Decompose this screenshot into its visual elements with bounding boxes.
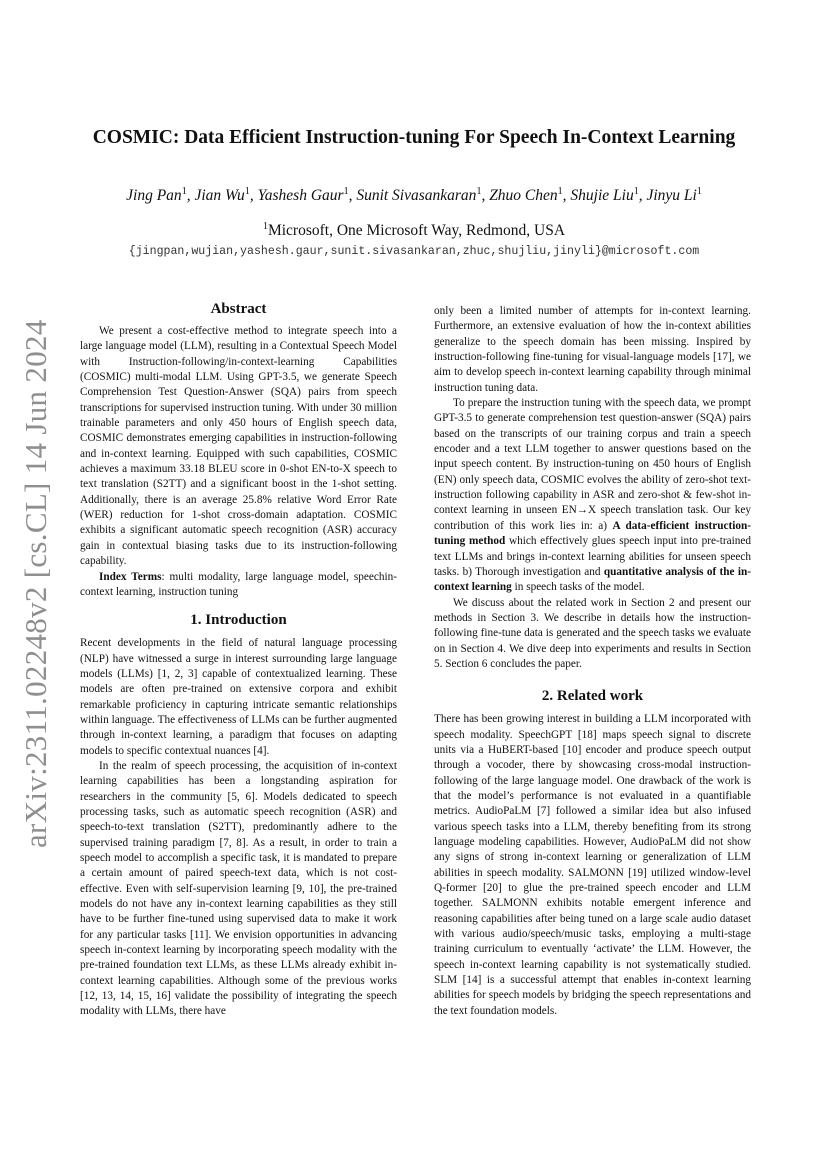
paragraph-contributions [434, 396, 751, 595]
affiliation [0, 222, 828, 240]
author: Sunit Sivasankaran [356, 187, 477, 204]
paper-title: COSMIC: Data Efficient Instruction-tuning For Speech In-Context Learning [92, 127, 736, 148]
affiliation-mark: 1 [181, 186, 187, 197]
affiliation-mark: 1 [696, 186, 702, 197]
affiliation-mark: 1 [343, 186, 349, 197]
right-column [434, 304, 751, 1019]
author: Jian Wu [194, 187, 245, 204]
affiliation-text: Microsoft, One Microsoft Way, Redmond, USA [267, 222, 566, 239]
index-terms [80, 570, 397, 601]
paragraph: Recent developments in the field of natural language processing (NLP) have witnessed a surge in interest surrounding large language models (LLMs) [1, 2, 3] capable of contextualized learning. These models are often pre-trained on extensive corpora and exhibit remarkable proficiency in capturing intricate semantic relationships within language. The effectiveness of LLMs can be further augmented through in-context learning, a paradigm that focuses on adapting models to specific contextual nuances [4]. [80, 637, 397, 757]
author: Yashesh Gaur [257, 187, 344, 204]
arxiv-identifier: arXiv:2311.02248v2 [cs.CL] 14 Jun 2024 [18, 319, 53, 848]
paragraph: In the realm of speech processing, the acquisition of in-context learning capabilities has been a longstanding aspiration for researchers in the community [5, 6]. Models dedicated to speech processing tasks, such as automatic speech recognition (ASR) and speech-to-text translation (S2TT), predominantly adhere to the supervised training paradigm [7, 8]. As a result, in order to train a speech model to accomplish a specific task, it is mandated to prepare a certain amount of paired speech-text data, which is not cost-effective. Even with self-supervision learning [9, 10], the pre-trained models do not have any in-context learning capabilities as they still have to be further fine-tuned using supervised data to make it work for any particular tasks [11]. We envision opportunities in advancing speech in-context learning by incorporating speech modality with the pre-trained foundation text LLMs, as these LLMs already exhibit in-context learning capabilities. Although some of the previous works [12, 13, 14, 15, 16] validate the possibility of integrating the speech modality with LLMs, there have [80, 759, 397, 1018]
affiliation-mark: 1 [262, 221, 268, 232]
affiliation-mark: 1 [633, 186, 639, 197]
abstract-text: We present a cost-effective method to integrate speech into a large language model (LLM), resulting in a Contextual Speech Model with Instruction-following/in-context-learning Capabilities (COSMIC) multi-modal LLM. Using GPT-3.5, we generate Speech Comprehension Test Question-Answer (SQA) pairs from speech transcriptions for supervised instruction tuning. With under 30 million trainable parameters and only 450 hours of English speech data, COSMIC demonstrates emerging capabilities in instruction-following and in-context learning. Equipped with such capabilities, COSMIC achieves a maximum 33.18 BLEU score in 0-shot EN-to-X speech to text translation (S2TT) and a significant boost in the 1-shot setting. Additionally, there is an average 25.8% relative Word Error Rate (WER) reduction for 1-shot cross-domain adaptation. COSMIC exhibits a significant automatic speech recognition (ASR) accuracy gain in contextual biasing tasks due to its instruction-following capability. [80, 325, 397, 568]
author: Shujie Liu [570, 187, 634, 204]
paragraph-text: which effectively glues speech input into pre-trained text LLMs and brings in-context learning abilities for unseen speech tasks. b) Thorough investigation and [434, 535, 751, 578]
paragraph: There has been growing interest in building a LLM incorporated with speech modality. SpeechGPT [18] maps speech signal to discrete units via a HuBERT-based [10] encoder and produce speech output through a vocoder, there by showcasing cross-modal instruction-following of the large language model. One drawback of the work is that the model’s performance is not evaluated in a quantifiable metrics. AudioPaLM [7] followed a similar idea but also infused various speech tasks into a LLM, thereby benefiting from its strong language modeling capabilities. However, AudioPaLM did not show any signs of strong in-context learning or generalization of LLM abilities in speech modality. SALMONN [19] utilized window-level Q-former [20] to glue the pre-trained speech encoder and LLM together. SALMONN exhibits notable emergent inference and reasoning capabilities after being tuned on a large scale audio dataset with various audio/speech/music tasks, employing a multi-stage training curriculum to eventually ‘activate’ the LLM. However, the speech in-context learning capability is not systematically studied. SLM [14] is a successful attempt that enables in-context learning abilities for speech models by bridging the speech representations and the text foundation models. [434, 713, 751, 1017]
author: Zhuo Chen [489, 187, 558, 204]
bold-phrase: A data-efficient instruction-tuning method [434, 519, 752, 548]
left-column [80, 299, 397, 1020]
paragraph-text: To prepare the instruction tuning with the speech data, we prompt GPT-3.5 to generate comprehension test question-answer (SQA) pairs based on the transcripts of our training corpus and train a speech encoder and a text LLM together to answer questions based on the input speech content. By instruction-tuning on 450 hours of English (EN) only speech data, COSMIC evolves the ability of zero-shot text-instruction following capability in ASR and zero-shot & few-shot in-context learning in unseen EN→X speech translation task. Our key contribution of this work lies in: a) [434, 397, 751, 532]
author-list: Jing Pan$^1$, Jian Wu$^1$, Yashesh Gaur$^1$, Sunit Sivasankaran$^1$, Zhuo Chen$^1$, Shujie Liu$^1$, Jinyu Li$^1$ [126, 186, 702, 204]
paragraph: only been a limited number of attempts for in-context learning. Furthermore, an extensive evaluation of how the in-context abilities generalize to the speech domain has been missing. Inspired by instruction-following fine-tuning for visual-language models [17], we aim to develop speech in-context learning capability through minimal instruction tuning data. [434, 305, 751, 394]
index-terms-text: : multi modality, large language model, speechin-context learning, instruction tuning [80, 570, 397, 598]
section-heading-introduction: 1. Introduction [190, 612, 287, 629]
author-emails: {jingpan,wujian,yashesh.gaur,sunit.sivasankaran,zhuc,shujliu,jinyli}@microsoft.com [128, 245, 700, 258]
index-terms-label: Index Terms [99, 570, 162, 583]
bold-phrase: quantitative analysis of the in-context learning [434, 565, 752, 594]
affiliation-mark: 1 [244, 186, 250, 197]
affiliation-mark: 1 [476, 186, 482, 197]
section-heading-related-work: 2. Related work [541, 688, 644, 705]
author: Jinyu Li [646, 187, 697, 204]
paragraph-text: in speech tasks of the model. [514, 581, 645, 594]
abstract-heading: Abstract [210, 301, 267, 317]
paragraph: We discuss about the related work in Section 2 and present our methods in Section 3. We describe in details how the instruction-following fine-tune data is generated and the speech tasks we evaluate on in Section 4. We dive deep into experiments and results in Section 5. Section 6 concludes the paper. [434, 596, 751, 670]
affiliation-mark: 1 [557, 186, 563, 197]
author: Jing Pan [126, 187, 182, 204]
